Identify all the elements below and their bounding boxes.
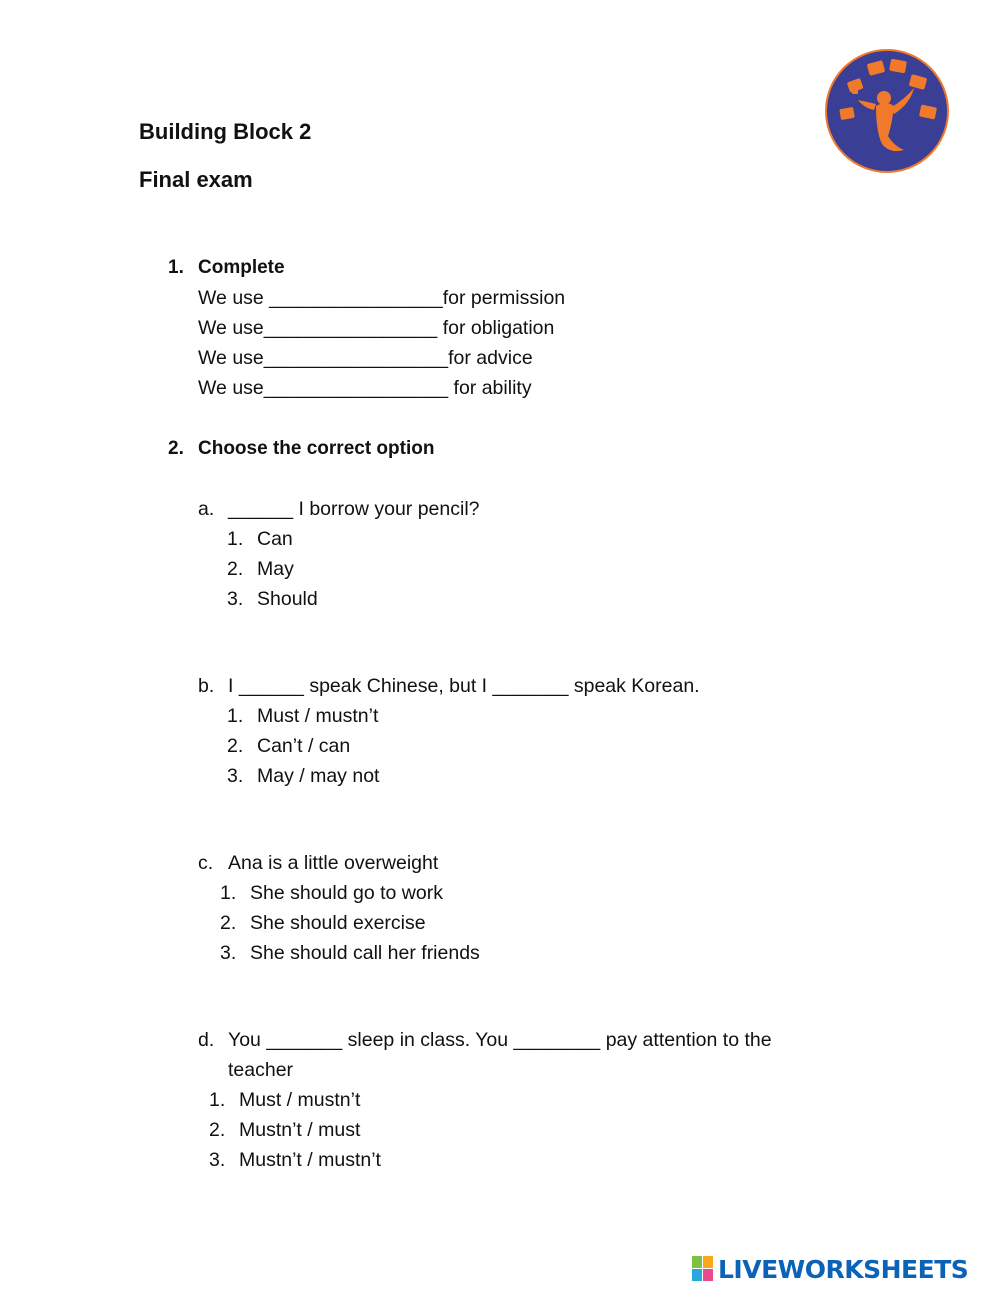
option-text: Mustn’t / mustn’t: [239, 1149, 381, 1171]
question-d-text-continued: teacher: [228, 1059, 294, 1081]
page-subtitle: Final exam: [139, 167, 253, 192]
question-d-letter: d.: [198, 1029, 215, 1051]
option-d-1[interactable]: [209, 1089, 360, 1112]
option-b-3[interactable]: [227, 765, 379, 788]
complete-line-1: We use ________________for permission: [198, 287, 566, 309]
question-c-letter: c.: [198, 852, 214, 874]
option-c-1[interactable]: [220, 882, 443, 905]
section-1-heading: [168, 257, 285, 279]
option-number: 1.: [220, 882, 237, 904]
option-number: 1.: [209, 1089, 226, 1111]
option-a-3[interactable]: [227, 588, 318, 611]
section-1-number: 1.: [168, 257, 184, 278]
section-2-number: 2.: [168, 438, 184, 459]
option-d-3[interactable]: [209, 1149, 381, 1172]
option-text: May: [257, 558, 294, 580]
question-b-letter: b.: [198, 675, 215, 697]
option-number: 2.: [209, 1119, 226, 1141]
question-c: [198, 852, 438, 875]
question-d: [198, 1029, 772, 1052]
option-number: 3.: [209, 1149, 226, 1171]
option-c-3[interactable]: [220, 942, 480, 965]
question-b-text: I ______ speak Chinese, but I _______ speak Korean.: [228, 675, 700, 697]
section-2-heading: [168, 438, 434, 460]
option-text: Can: [257, 528, 293, 550]
option-b-2[interactable]: [227, 735, 350, 758]
liveworksheets-brand-text: LIVEWORKSHEETS: [718, 1254, 969, 1284]
option-number: 2.: [220, 912, 237, 934]
option-b-1[interactable]: [227, 705, 378, 728]
option-text: Can’t / can: [257, 735, 351, 757]
liveworksheets-blocks-icon: [692, 1256, 714, 1282]
complete-line-4: We use_________________ for ability: [198, 377, 532, 399]
complete-line-2: We use________________ for obligation: [198, 317, 555, 339]
option-number: 3.: [227, 588, 244, 610]
option-number: 2.: [227, 735, 244, 757]
option-number: 2.: [227, 558, 244, 580]
section-2-heading-text: Choose the correct option: [198, 438, 435, 459]
question-b: [198, 675, 700, 698]
option-number: 1.: [227, 528, 244, 550]
page-title: Building Block 2: [139, 119, 312, 144]
question-d-text: You _______ sleep in class. You ________ pay attention to the: [228, 1029, 772, 1051]
option-text: She should go to work: [250, 882, 443, 904]
question-a: [198, 498, 480, 521]
option-text: Must / mustn’t: [239, 1089, 361, 1111]
school-logo-icon: [824, 48, 950, 174]
option-number: 3.: [220, 942, 237, 964]
question-a-text: ______ I borrow your pencil?: [228, 498, 480, 520]
option-text: She should exercise: [250, 912, 426, 934]
option-text: She should call her friends: [250, 942, 480, 964]
section-1-heading-text: Complete: [198, 257, 285, 278]
option-a-1[interactable]: [227, 528, 293, 551]
option-text: Mustn’t / must: [239, 1119, 361, 1141]
option-c-2[interactable]: [220, 912, 426, 935]
option-number: 1.: [227, 705, 244, 727]
complete-line-3: We use_________________for advice: [198, 347, 533, 369]
option-number: 3.: [227, 765, 244, 787]
option-text: May / may not: [257, 765, 380, 787]
option-text: Should: [257, 588, 318, 610]
option-a-2[interactable]: [227, 558, 294, 581]
liveworksheets-logo: [692, 1253, 968, 1285]
option-text: Must / mustn’t: [257, 705, 379, 727]
question-a-letter: a.: [198, 498, 215, 520]
option-d-2[interactable]: [209, 1119, 360, 1142]
question-c-text: Ana is a little overweight: [228, 852, 439, 874]
